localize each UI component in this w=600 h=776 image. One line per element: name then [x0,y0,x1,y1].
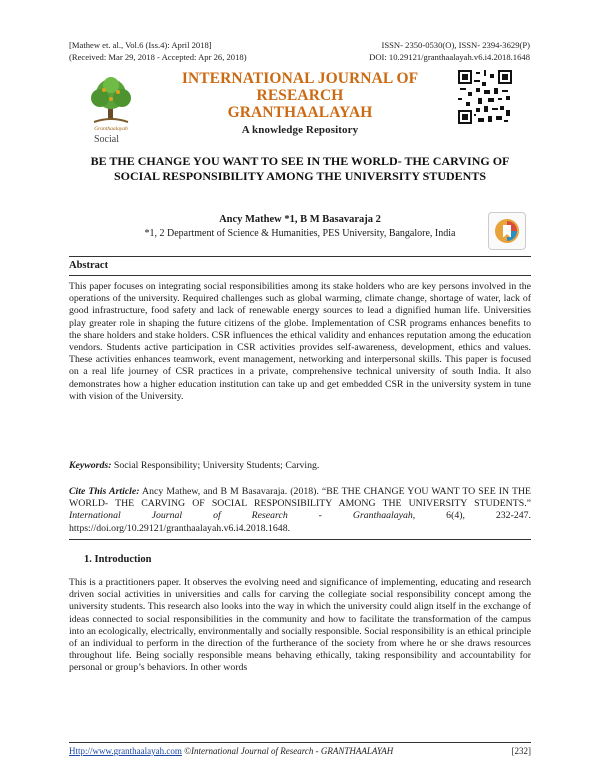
keywords [69,460,531,472]
journal-name [150,70,450,139]
paper-title: BE THE CHANGE YOU WANT TO SEE IN THE WORLD- THE CARVING OF SOCIAL RESPONSIBILITY AMONG THE UNIVERSITY STUDENTS [90,154,510,183]
journal-logo [80,72,142,134]
check-for-updates-icon[interactable] [488,212,526,250]
header-right [369,40,530,63]
cite-journal: International Journal of Research - Granthaalayah, [69,510,416,522]
affiliation: *1, 2 Department of Science & Humanities, PES University, Bangalore, India [144,228,456,239]
abstract-heading: Abstract [69,260,109,271]
doi-info: DOI: 10.29121/granthaalayah.v6.i4.2018.1648 [369,51,530,62]
header-left [69,40,247,63]
cite-label: Cite This Article: [69,486,140,497]
abstract-heading-rule [69,275,531,276]
cite-text-1: Ancy Mathew, and B M Basavaraja. (2018). “BE THE CHANGE YOU WANT TO SEE IN THE WORLD- THE CARVING OF SOCIAL RESPONSIBILITY AMONG THE UNIVERSITY STUDENTS.” [69,486,531,510]
abstract-body: This paper focuses on integrating social responsibilities among its stake holders who are key persons involved in the operations of the university. Required challenges such as global warming, climate change, shortage of water, lack of good infrastructure, food safety and lack of renewable energy sources to lead a dignified human life. Universities play greater role in shaping the future citizens of the globe. Implementation of CSR programs enhances benefits to the share holders and stake holders. CSR influences the ethical validity and enhances reputation among the education vendors. Students active participation in CSR activities provides self-awareness, development, ethics and values. These activities enhances teamwork, event management, networking and interpersonal skills. This paper is focused on a real life journey of CSR practices in a private, comprehensive technical university of south India. It also demonstrates how a higher education institution can take up and get embedded CSR in the university system in tune with vision of the University. [69,281,531,402]
cite-this-article [69,486,531,535]
qr-code-icon [458,70,512,124]
page-number: [232] [511,746,531,756]
introduction-heading: 1. Introduction [84,554,152,565]
section-label: Social [94,134,119,145]
page-footer [69,746,531,756]
journal-name-line2: GRANTHAALAYAH [227,104,373,121]
keywords-label: Keywords: [69,460,112,471]
received-accepted-dates: (Received: Mar 29, 2018 - Accepted: Apr 26, 2018) [69,51,247,62]
cite-text-2: 6(4), 232-247. https://doi.org/10.29121/granthaalayah.v6.i4.2018.1648. [69,510,531,534]
author-list [69,214,531,225]
volume-info: [Mathew et. al., Vol.6 (Iss.4): April 2018] [69,40,212,50]
issn-info: ISSN- 2350-0530(O), ISSN- 2394-3629(P) [381,40,530,50]
svg-text:Granthaalayah: Granthaalayah [94,126,128,132]
authors-text: Ancy Mathew *1, B M Basavaraja 2 [219,214,381,225]
journal-name-line1: INTERNATIONAL JOURNAL OF RESEARCH [181,70,419,104]
footer-credit: ©International Journal of Research - GRANTHAALAYAH [181,746,394,756]
footer-rule [69,742,531,743]
abstract-top-rule [69,256,531,257]
introduction-body: This is a practitioners paper. It observes the evolving need and significance of implementing, educating and research driven social activities in universities and calls for carving the collegiate social responsibility concept among the university students. This research also looks into the way in which the university could align itself in the exchange of ideas connected to social responsibilities in the community and how to facilitate the transformation of the campus into an ecologically, electrically, environmentally and socially responsible. Social responsibility is an ethical principle of an individual to perform in the direction of the furtherance of the society from where he or she draws resources throughout life. Being socially responsible means behaving ethically, taking responsibility and accountability for personal or group’s behaviors. In other words [69,577,531,674]
journal-url-link[interactable]: Http://www.granthaalayah.com [69,746,182,756]
abstract-bottom-rule [69,539,531,540]
keywords-text: Social Responsibility; University Students; Carving. [111,460,320,471]
journal-tagline: A knowledge Repository [241,124,359,136]
